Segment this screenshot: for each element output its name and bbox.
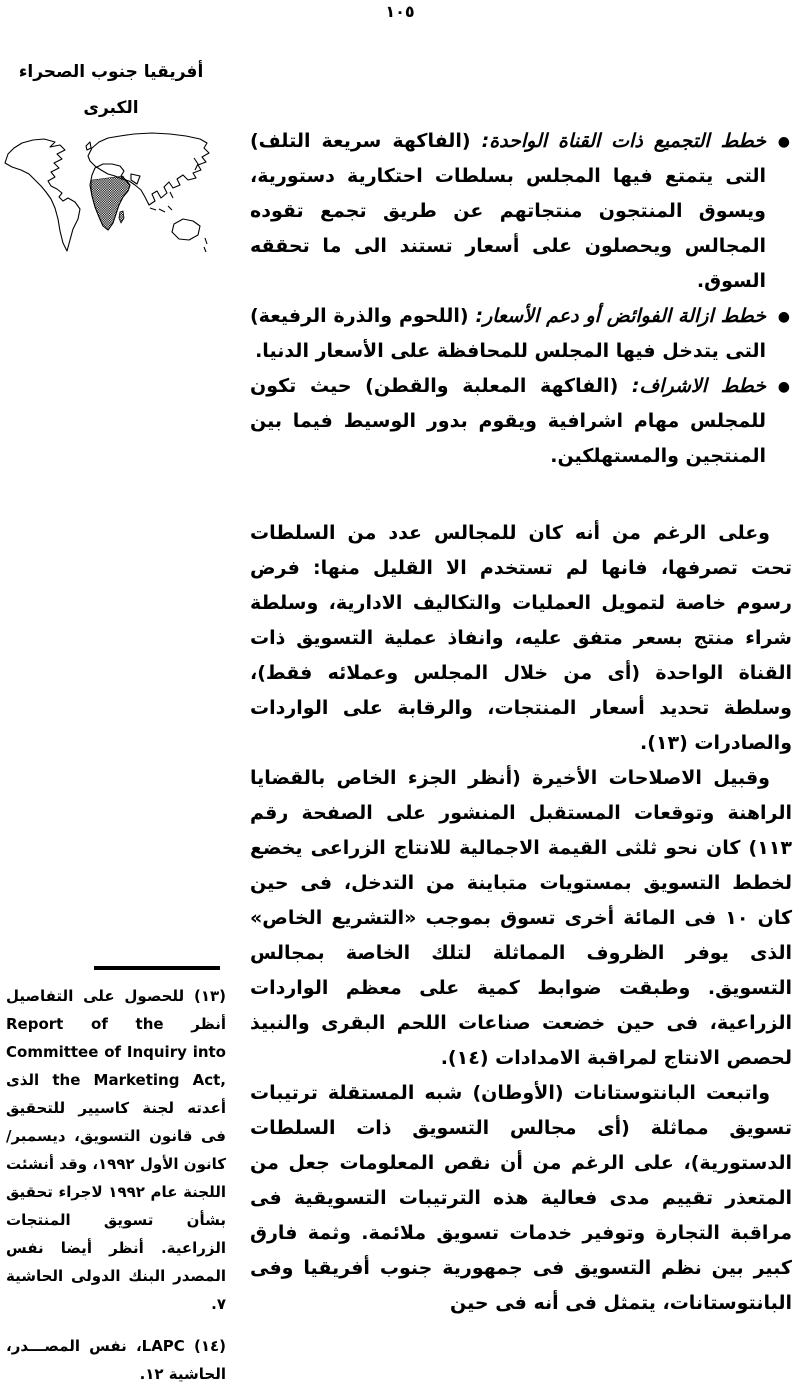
americas-outline — [5, 139, 80, 251]
bullet-lead: خطط التجميع ذات القناة الواحدة: — [481, 130, 767, 152]
footnote-separator — [94, 966, 220, 970]
uk-outline — [86, 142, 91, 150]
japan-outline — [194, 158, 198, 170]
list-item — [250, 369, 792, 474]
footnotes — [6, 966, 226, 1388]
world-map-sub-saharan-africa-highlighted — [2, 130, 220, 256]
footnote-13-english-source: Report of the Committee of Inquiry into the Marketing Act, — [6, 1015, 226, 1089]
paragraph-reforms: وقبيل الاصلاحات الأخيرة (أنظر الجزء الخاص بالقضايا الراهنة وتوقعات المستقبل المنشور على الصفحة رقم ١١٣) كان نحو ثلثى القيمة الاجمالية للانتاج الزراعى يخضع لخطط التسويق بمستويات متباينة من التدخل، فى حين كان ١٠ فى المائة أخرى تسوق بموجب «التشريع الخاص» الذى يوفر الظروف المماثلة لتلك الخاصة بمجالس التسويق. وطبقت ضوابط كمية على معظم الواردات الزراعية، فى حين خضعت صناعات اللحم البقرى والنبيذ لحصص الانتاج لمراقبة الامدادات (١٤). — [250, 767, 792, 1069]
paragraph-powers: وعلى الرغم من أنه كان للمجالس عدد من السلطات تحت تصرفها، فانها لم تستخدم الا القليل منها: فرض رسوم خاصة لتمويل العمليات والتكاليف الادارية، وسلطة شراء منتج بسعر متفق عليه، وانفاذ عملية التسويق ذات القناة الواحدة (أى من خلال المجلس وعملائه فقط)، وسلطة تحديد أسعار المنتجات، والرقابة على الواردات والصادرات (١٣). — [250, 522, 792, 754]
bullet-body: (الفاكهة المعلبة والقطن) حيث تكون للمجلس مهام اشرافية ويقوم بدور الوسيط فيما بين المنتجين والمستهلكين. — [250, 375, 766, 467]
footnote-13 — [6, 982, 226, 1318]
list-item — [250, 124, 792, 299]
new-zealand-outline — [204, 238, 207, 252]
bullet-icon: ● — [777, 309, 790, 325]
bullet-body: (الفاكهة سريعة التلف) التى يتمتع فيها المجلس بسلطات احتكارية دستورية، ويسوق المنتجون منتجاتهم عن طريق تجمع تقوده المجالس ويحصلون على أسعار تستند الى ما تحققه السوق. — [250, 130, 766, 292]
sub-saharan-africa-shaded — [91, 176, 130, 230]
page-number: ١٠٥ — [385, 2, 415, 21]
sidebar — [2, 62, 220, 256]
region-title-line2: الكبرى — [83, 98, 139, 118]
paragraph-bantustans: واتبعت البانتوستانات (الأوطان) شبه المستقلة ترتيبات تسويق مماثلة (أى مجالس التسويق ذات السلطات الدستورية)، على الرغم من أن نقص المعلومات جعل من المتعذر تقييم مدى فعالية هذه الترتيبات التسويقية فى مراقبة التجارة وتوفير خدمات تسويق ملائمة. وثمة فارق كبير بين نظم التسويق فى جمهورية جنوب أفريقيا وفى البانتوستانات، يتمثل فى أنه فى حين — [250, 1082, 792, 1314]
footnote-14: (١٤) LAPC، نفس المصـــدر، الحاشية ١٢. — [6, 1337, 226, 1383]
arabia-outline — [131, 174, 140, 184]
region-title-line1: أفريقيا جنوب الصحراء — [18, 62, 204, 82]
footnote-13-rest: الذى أعدته لجنة كاسيير للتحقيق فى قانون التسويق، ديسمبر/ كانون الأول ١٩٩٢، وقد أنشئت اللجنة عام ١٩٩٢ لاجراء تحقيق بشأن تسويق المنتجات الزراعية. أنظر أيضا نفس المصدر البنك الدولى الحاشية ٧. — [6, 1071, 227, 1313]
bullet-lead: خطط ازالة الفوائض أو دعم الأسعار: — [475, 305, 766, 327]
bullet-icon: ● — [777, 134, 790, 150]
bullet-list — [250, 124, 792, 474]
bullet-lead: خطط الاشراف: — [631, 375, 766, 397]
footnote-13-marker: (١٣) — [193, 987, 226, 1005]
footnote-13-intro: للحصول على التفاصيل أنظر — [6, 987, 226, 1033]
region-title — [2, 62, 220, 118]
bullet-icon: ● — [777, 379, 790, 395]
body-text — [250, 124, 792, 1321]
australia-outline — [172, 219, 200, 240]
bullet-body: (اللحوم والذرة الرفيعة) التى يتدخل فيها المجلس للمحافظة على الأسعار الدنيا. — [250, 305, 766, 362]
list-item — [250, 299, 792, 369]
madagascar-outline — [119, 211, 124, 223]
